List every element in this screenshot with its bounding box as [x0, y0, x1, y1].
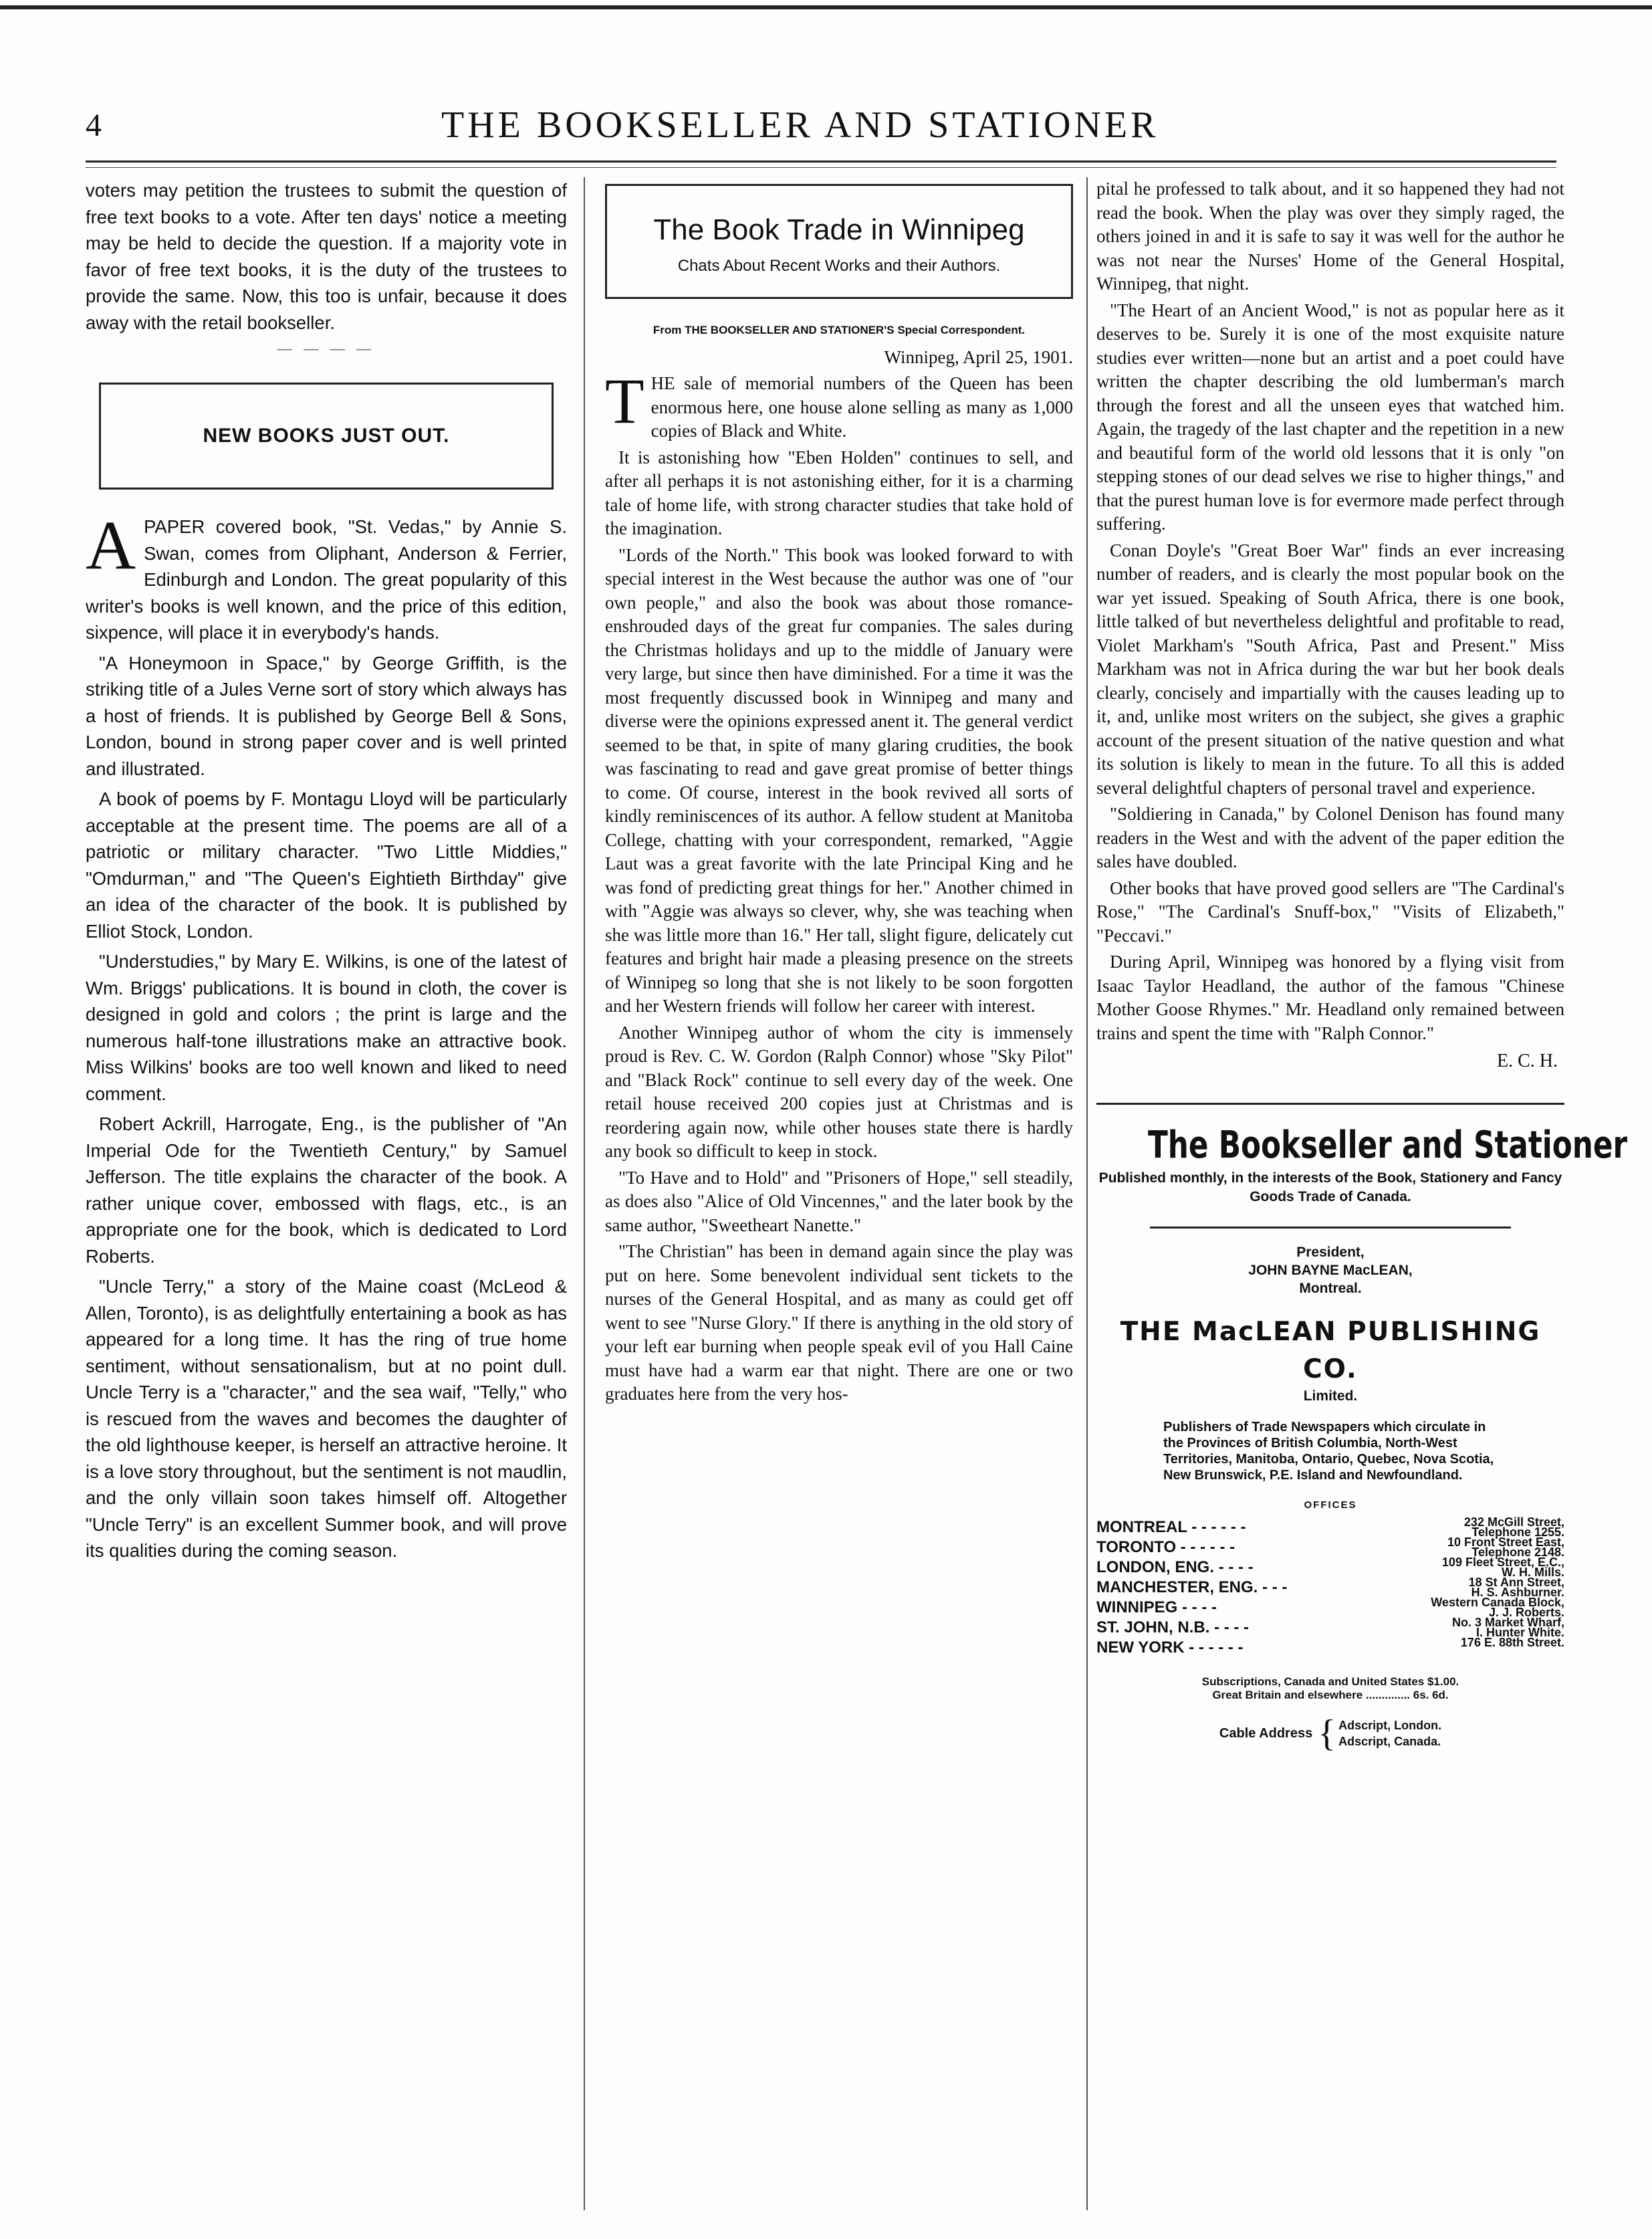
intro-paragraph: voters may petition the trustees to submit the question of free text books to a vote. After ten days' notice a meeting may be held to decide the question. If a majority vote in favor of free text books, it is the duty of the trustees to provide the same. Now, this too is unfair, because it does away with the retail bookseller. [86, 180, 567, 333]
article-paragraph: Conan Doyle's "Great Boer War" finds an ever increasing number of readers, and is clearly the most popular book on the war yet issued. Speaking of South Africa, there is one book, little talked of but nevertheless delightful and profitable to read, Violet Markham's "South Africa, Past and Present." Miss Markham was not in Africa during the war but her book deals clearly, concisely and impartially with the causes leading up to it, and, unlike most writers on the subject, she gives a graphic account of the present situation of the native question and what its solution is likely to mean in the future. To all this is added several delightful chapters of personal travel and experience. [1096, 540, 1564, 798]
company-limited: Limited. [1303, 1388, 1358, 1404]
article-paragraph: "The Heart of an Ancient Wood," is not as popular here as it deserves to be. Surely it is one of the most exquisite nature studies ever written—none but an artist and a poet could have written the chapter describing the old lumberman's march through the forest and all the unseen eyes that watched him. Again, the tragedy of the last chapter and the repetition in a new and beautiful form of the world old lessons that it is only "on stepping stones of our dead selves we rise to higher things," and that the purest human love is for evermore made perfect through suffering. [1096, 300, 1564, 534]
leader-dots: - - - - [1218, 1558, 1254, 1576]
office-detail: H. S. Ashburner. [1471, 1586, 1564, 1599]
leader-dots: - - - - [1214, 1618, 1250, 1636]
office-city: WINNIPEG [1096, 1598, 1178, 1616]
drop-cap-a: A [86, 507, 136, 584]
winnipeg-article-box [605, 184, 1073, 299]
masthead-rule [1096, 1103, 1564, 1105]
first-book-text: PAPER covered book, "St. Vedas," by Annie S. Swan, comes from Oliphant, Anderson & Ferrier, Edinburgh and London. The great popularity of this writer's books is well known, and the price of this edition, sixpence, will place it in everybody's hands. [86, 516, 567, 643]
brace-icon: { [1318, 1713, 1336, 1754]
office-city: NEW YORK [1096, 1638, 1185, 1657]
column-1 [86, 177, 567, 1568]
office-detail: W. H. Mills. [1501, 1566, 1564, 1579]
masthead-title: The Bookseller and Stationer [1148, 1124, 1628, 1167]
winnipeg-article-subtitle: Chats About Recent Works and their Authors. [677, 257, 1001, 275]
top-border-rule [0, 5, 1652, 9]
office-detail: Telephone 1255. [1471, 1525, 1564, 1539]
new-books-box [99, 383, 554, 490]
first-book-paragraph [86, 507, 567, 646]
subscription-rates [1096, 1675, 1564, 1702]
president-label: President, [1296, 1245, 1365, 1260]
author-signature: E. C. H. [1497, 1051, 1558, 1071]
subscription-line-2: Great Britain and elsewhere .............. 6s. 6d. [1212, 1689, 1449, 1701]
office-row [1096, 1558, 1564, 1578]
column-2 [605, 177, 1073, 1409]
column-divider-1 [584, 177, 585, 2210]
office-detail: J. J. Roberts. [1488, 1606, 1564, 1619]
office-address: Western Canada Block, [1431, 1596, 1564, 1609]
book-paragraph: "Uncle Terry," a story of the Maine coast (McLeod & Allen, Toronto), is as delightfully entertaining a book as has appeared for a long time. It has the ring of true home sentiment, without sensationalism, but at no point dull. Uncle Terry is a "character," and the sea waif, "Telly," who is rescued from the waves and becomes the daughter of the old lighthouse keeper, is herself an attractive heroine. It is a love story throughout, but the sentiment is not maudlin, and the only villain soon takes himself off. Altogether "Uncle Terry" is an excellent Summer book, and will prove its qualities during the coming season. [86, 1276, 567, 1561]
book-paragraph: Robert Ackrill, Harrogate, Eng., is the publisher of "An Imperial Ode for the Twentieth Century," by Samuel Jefferson. The title explains the character of the book. A rather unique cover, embossed with flags, etc., is an appropriate one for the book, which is dedicated to Lord Roberts. [86, 1113, 567, 1267]
column-3 [1096, 177, 1628, 1754]
article-paragraph: "Lords of the North." This book was looked forward to with special interest in the West because the author was one of "our own people," and also the book was about those romance-enshrouded days of the great fur companies. The sales during the Christmas holidays and up to the middle of January were very large, but since then have diminished. For a time it was the most frequently discussed book in Winnipeg and many and diverse were the opinions expressed anent it. The general verdict seemed to be that, in spite of many glaring crudities, the book was fascinating to read and gave great promise of better things to come. Of course, interest in the book revived all sorts of kindly reminiscences of its author. A fellow student at Manitoba College, chatting with your correspondent, remarked, "Aggie Laut was a great favorite with the late Principal King and he was fond of predicting great things for her." Another chimed in with "Aggie was always so clever, why, she was teaching when she was little more than 16." Her tall, slight figure, delicately cut features and bright hair made a pleasing presence on the streets of Winnipeg so long that she is not likely to be soon forgotten and her Western friends will follow her career with interest. [605, 544, 1073, 1016]
office-city: LONDON, ENG. [1096, 1558, 1215, 1576]
cable-address-1: Adscript, London. [1338, 1719, 1442, 1732]
new-books-heading: NEW BOOKS JUST OUT. [203, 425, 450, 447]
winnipeg-first-paragraph [605, 365, 1073, 443]
office-row [1096, 1598, 1564, 1618]
leader-dots: - - - - - - [1189, 1638, 1244, 1657]
article-paragraph: pital he professed to talk about, and it so happened they had not read the book. When the play was over they simply raged, the others joined in and it is safe to say it was well for the author he was not near the Nurses' Home of the General Hospital, Winnipeg, that night. [1096, 179, 1564, 294]
office-row [1096, 1537, 1564, 1558]
cable-address [1096, 1713, 1564, 1754]
book-paragraph: A book of poems by F. Montagu Lloyd will be particularly acceptable at the present time. The poems are all of a patriotic or military character. "Two Little Middies," "Omdurman," and "The Queen's Eightieth Birthday" give an idea of the character of the book. It is published by Elliot Stock, London. [86, 788, 567, 942]
article-paragraph: "To Have and to Hold" and "Prisoners of Hope," sell steadily, as does also "Alice of Old Vincennes," and the later book by the same author, "Sweetheart Nanette." [605, 1167, 1073, 1235]
leader-dots: - - - - - - [1191, 1518, 1246, 1536]
office-address: No. 3 Market Wharf, [1451, 1616, 1564, 1629]
office-address: 18 St Ann Street, [1468, 1576, 1564, 1589]
drop-cap-t: T [605, 365, 644, 437]
article-paragraph: "Soldiering in Canada," by Colonel Denison has found many readers in the West and with the advent of the paper edition the sales have doubled. [1096, 804, 1564, 871]
header-rule-thin [86, 167, 1556, 168]
publishers-statement: Publishers of Trade Newspapers which circulate in the Provinces of British Columbia, North-West Territories, Manitoba, Ontario, Quebec, Nova Scotia, New Brunswick, P.E. Island and Newfoundland. [1163, 1420, 1494, 1483]
office-row [1096, 1638, 1564, 1658]
column-divider-2 [1086, 177, 1088, 2210]
masthead-divider [1150, 1227, 1511, 1229]
separator-dashes: — — — — [277, 340, 376, 356]
article-paragraph: Another Winnipeg author of whom the city is immensely proud is Rev. C. W. Gordon (Ralph Connor) whose "Sky Pilot" and "Black Rock" continue to sell every day of the week. One retail house received 200 copies just at Christmas and is reordering again now, while other houses state there is hardly any book so difficult to keep in stock. [605, 1022, 1073, 1161]
article-paragraph: It is astonishing how "Eben Holden" continues to sell, and after all perhaps it is not astonishing either, for it is a charming tale of home life, with strong character studies that take hold of the imagination. [605, 447, 1073, 538]
article-paragraph: During April, Winnipeg was honored by a flying visit from Isaac Taylor Headland, the author of the famous "Chinese Mother Goose Rhymes." Mr. Headland only remained between trains and spent the time with "Ralph Connor." [1096, 952, 1564, 1043]
office-row [1096, 1517, 1564, 1537]
office-address: 176 E. 88th Street. [1460, 1636, 1564, 1649]
leader-dots: - - - - [1182, 1598, 1217, 1616]
cable-address-2: Adscript, Canada. [1338, 1735, 1441, 1748]
office-row [1096, 1578, 1564, 1598]
subscription-line-1: Subscriptions, Canada and United States $1.00. [1201, 1675, 1459, 1688]
office-detail: I. Hunter White. [1476, 1626, 1564, 1639]
office-detail: Telephone 2148. [1471, 1545, 1564, 1559]
office-address: 109 Fleet Street, E.C., [1441, 1556, 1564, 1569]
dateline: Winnipeg, April 25, 1901. [884, 347, 1073, 367]
winnipeg-article-title: The Book Trade in Winnipeg [653, 213, 1025, 246]
publishing-company: THE MacLEAN PUBLISHING CO. [1120, 1317, 1541, 1384]
offices-table [1096, 1517, 1564, 1658]
office-city: MANCHESTER, ENG. [1096, 1578, 1258, 1596]
page-number: 4 [86, 108, 102, 143]
article-paragraph: Other books that have proved good sellers are "The Cardinal's Rose," "The Cardinal's Snuff-box," "Visits of Elizabeth," "Peccavi." [1096, 877, 1564, 946]
cable-address-label: Cable Address [1219, 1725, 1313, 1741]
masthead-subtitle: Published monthly, in the interests of the Book, Stationery and Fancy Goods Trade of Canada. [1098, 1170, 1562, 1204]
office-address: 232 McGill Street, [1463, 1515, 1564, 1529]
header-rule [86, 161, 1556, 163]
book-paragraph: "A Honeymoon in Space," by George Griffith, is the striking title of a Jules Verne sort of story which always has a host of friends. It is published by George Bell & Sons, London, bound in strong paper cover and is well printed and illustrated. [86, 652, 567, 779]
article-paragraph: "The Christian" has been in demand again since the play was put on here. Some benevolent individual sent tickets to the nurses of the General Hospital, and as many as could get off went to see "Nurse Glory." If there is anything in the old story of your left ear burning when people speak evil of you Hall Caine must have had a warm ear that night. There are one or two graduates here from the very hos- [605, 1241, 1073, 1404]
winnipeg-first-text: HE sale of memorial numbers of the Queen has been enormous here, one house alone selling as many as 1,000 copies of Black and White. [651, 373, 1073, 441]
leader-dots: - - - - - - [1180, 1538, 1235, 1556]
leader-dots: - - - [1262, 1578, 1288, 1596]
correspondent-line: From THE BOOKSELLER AND STATIONER'S Special Correspondent. [653, 324, 1026, 336]
president-name: JOHN BAYNE MacLEAN, [1248, 1263, 1413, 1278]
office-city: MONTREAL [1096, 1518, 1187, 1536]
office-city: ST. JOHN, N.B. [1096, 1618, 1210, 1636]
book-paragraph: "Understudies," by Mary E. Wilkins, is one of the latest of Wm. Briggs' publications. It is bound in cloth, the cover is designed in gold and colors ; the print is large and the numerous half-tone illustrations make an attractive book. Miss Wilkins' books are too well known and liked to need comment. [86, 951, 567, 1104]
office-address: 10 Front Street East, [1447, 1535, 1564, 1549]
president-city: Montreal. [1299, 1281, 1362, 1296]
office-row [1096, 1618, 1564, 1638]
page-title: THE BOOKSELLER AND STATIONER [441, 104, 1159, 146]
offices-heading: OFFICES [1304, 1499, 1357, 1511]
office-city: TORONTO [1096, 1538, 1177, 1556]
